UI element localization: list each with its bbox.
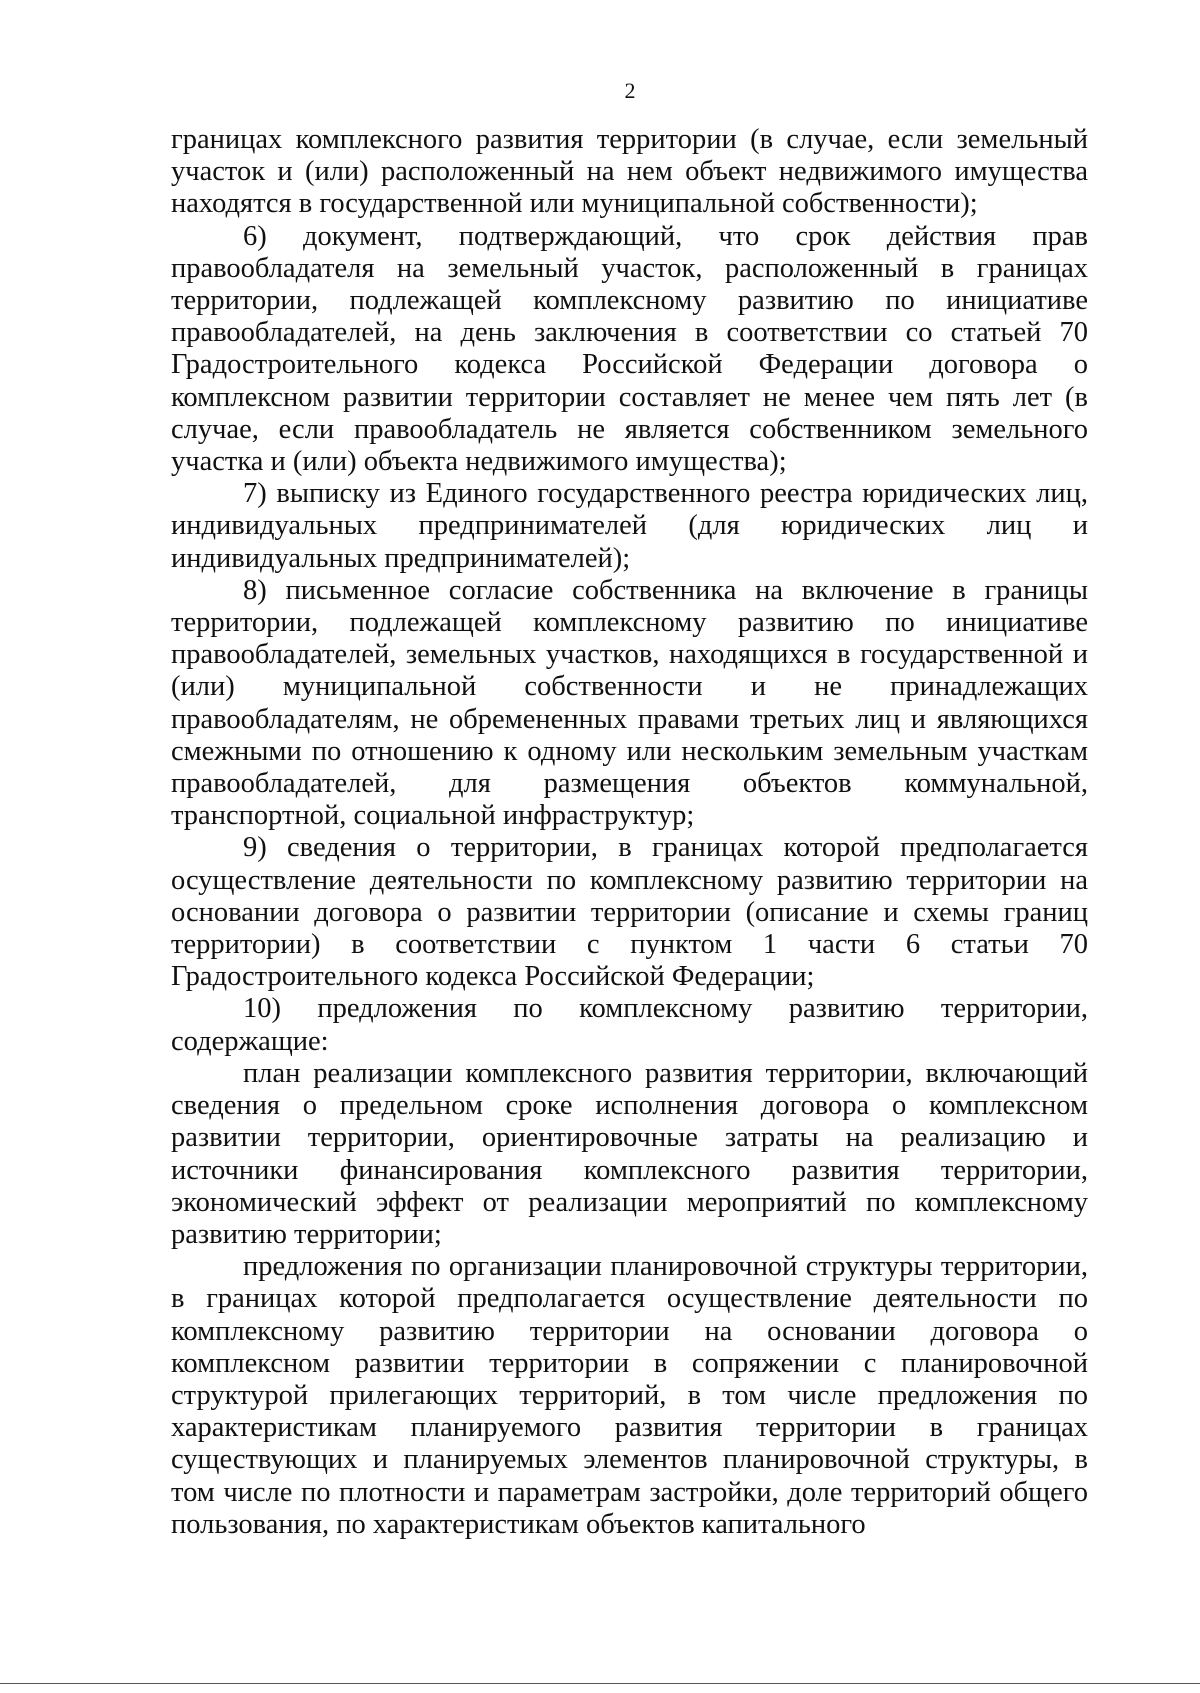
paragraph-planning-structure: предложения по организации планировочной структуры территории, в границах которой предполагается осуществление деятельности по комплексному развитию территории на основании договора о комплексном развитии территории в сопряжении с планировочной структурой прилегающих территорий, в том числе предложения по характеристикам планируемого развития территории в границах существующих и планируемых элементов планировочной структуры, в том числе по плотности и параметрам застройки, доле территорий общего пользования, по характеристикам объектов капитального bbox=[171, 1251, 1088, 1540]
document-body bbox=[171, 124, 1088, 1541]
paragraph-item-8: 8) письменное согласие собственника на включение в границы территории, подлежащей комплексному развитию по инициативе правообладателей, земельных участков, находящихся в государственной и (или) муниципальной собственности и не принадлежащих правообладателям, не обремененных правами третьих лиц и являющихся смежными по отношению к одному или нескольким земельным участкам правообладателей, для размещения объектов коммунальной, транспортной, социальной инфраструктур; bbox=[171, 574, 1088, 832]
paragraph-continuation: границах комплексного развития территории (в случае, если земельный участок и (или) расположенный на нем объект недвижимого имущества находятся в государственной или муниципальной собственности); bbox=[171, 124, 1088, 220]
paragraph-item-9: 9) сведения о территории, в границах которой предполагается осуществление деятельности по комплексному развитию территории на основании договора о развитии территории (описание и схемы границ территории) в соответствии с пунктом 1 части 6 статьи 70 Градостроительного кодекса Российской Федерации; bbox=[171, 832, 1088, 993]
paragraph-implementation-plan: план реализации комплексного развития территории, включающий сведения о предельном сроке исполнения договора о комплексном развитии территории, ориентировочные затраты на реализацию и источники финансирования комплексного развития территории, экономический эффект от реализации мероприятий по комплексному развитию территории; bbox=[171, 1057, 1088, 1250]
paragraph-item-10: 10) предложения по комплексному развитию территории, содержащие: bbox=[171, 993, 1088, 1057]
page-bottom-rule bbox=[0, 1683, 1200, 1684]
paragraph-item-6: 6) документ, подтверждающий, что срок действия прав правообладателя на земельный участок, расположенный в границах территории, подлежащей комплексному развитию по инициативе правообладателей, на день заключения в соответствии со статьей 70 Градостроительного кодекса Российской Федерации договора о комплексном развитии территории составляет не менее чем пять лет (в случае, если правообладатель не является собственником земельного участка и (или) объекта недвижимого имущества); bbox=[171, 220, 1088, 478]
paragraph-item-7: 7) выписку из Единого государственного реестра юридических лиц, индивидуальных предпринимателей (для юридических лиц и индивидуальных предпринимателей); bbox=[171, 478, 1088, 574]
page-number: 2 bbox=[624, 78, 636, 103]
